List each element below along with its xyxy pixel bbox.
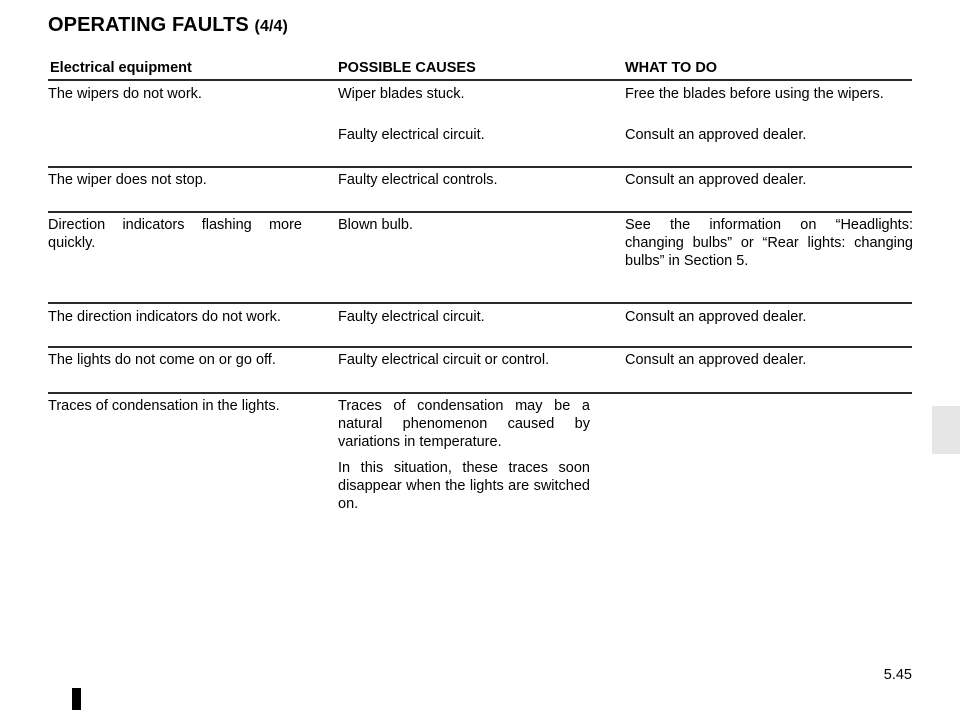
row-3-cause: Blown bulb. — [338, 217, 413, 233]
title-text: OPERATING FAULTS — [48, 14, 249, 36]
row-4-cause: Faulty electrical circuit. — [338, 309, 485, 325]
row-6-equipment: Traces of condensation in the lights. — [48, 398, 280, 414]
row-2-cause: Faulty electrical controls. — [338, 172, 498, 188]
row-1-action: Free the blades before using the wipers. — [625, 86, 884, 102]
header-divider — [48, 79, 912, 81]
page-number: 5.45 — [883, 667, 912, 683]
row-1-cause-2: Faulty electrical circuit. — [338, 127, 485, 143]
row-6-cause: Traces of condensation may be a natural phenomenon caused by variations in temperature. — [338, 398, 590, 450]
column-header-causes: POSSIBLE CAUSES — [338, 60, 476, 76]
column-header-what-to-do: WHAT TO DO — [625, 60, 718, 76]
row-1-equipment: The wipers do not work. — [48, 86, 202, 102]
row-5-action: Consult an approved dealer. — [625, 352, 807, 368]
corner-mark — [72, 688, 81, 710]
row-2-action: Consult an approved dealer. — [625, 172, 807, 188]
row-divider — [48, 166, 912, 168]
row-4-equipment: The direction indicators do not work. — [48, 309, 281, 325]
row-divider — [48, 392, 912, 394]
row-1-action-2: Consult an approved dealer. — [625, 127, 807, 143]
row-5-equipment: The lights do not come on or go off. — [48, 352, 276, 368]
row-5-cause: Faulty electrical circuit or control. — [338, 352, 550, 368]
row-divider — [48, 346, 912, 348]
row-6-cause-block — [338, 397, 590, 513]
row-2-equipment: The wiper does not stop. — [48, 172, 207, 188]
page-title — [48, 14, 288, 37]
column-header-equipment: Electrical equipment — [50, 60, 192, 76]
row-3-equipment: Direction indicators flashing more quickly. — [48, 217, 302, 251]
row-3-action: See the information on “Headlights: changing bulbs” or “Rear lights: changing bulbs” in Section 5. — [625, 217, 913, 269]
row-1-cause: Wiper blades stuck. — [338, 86, 465, 102]
row-divider — [48, 302, 912, 304]
row-divider — [48, 211, 912, 213]
section-tab-marker — [932, 406, 960, 454]
title-part-indicator: (4/4) — [254, 18, 288, 35]
row-4-action: Consult an approved dealer. — [625, 309, 807, 325]
row-6-cause-2: In this situation, these traces soon disappear when the lights are switched on. — [338, 460, 590, 512]
